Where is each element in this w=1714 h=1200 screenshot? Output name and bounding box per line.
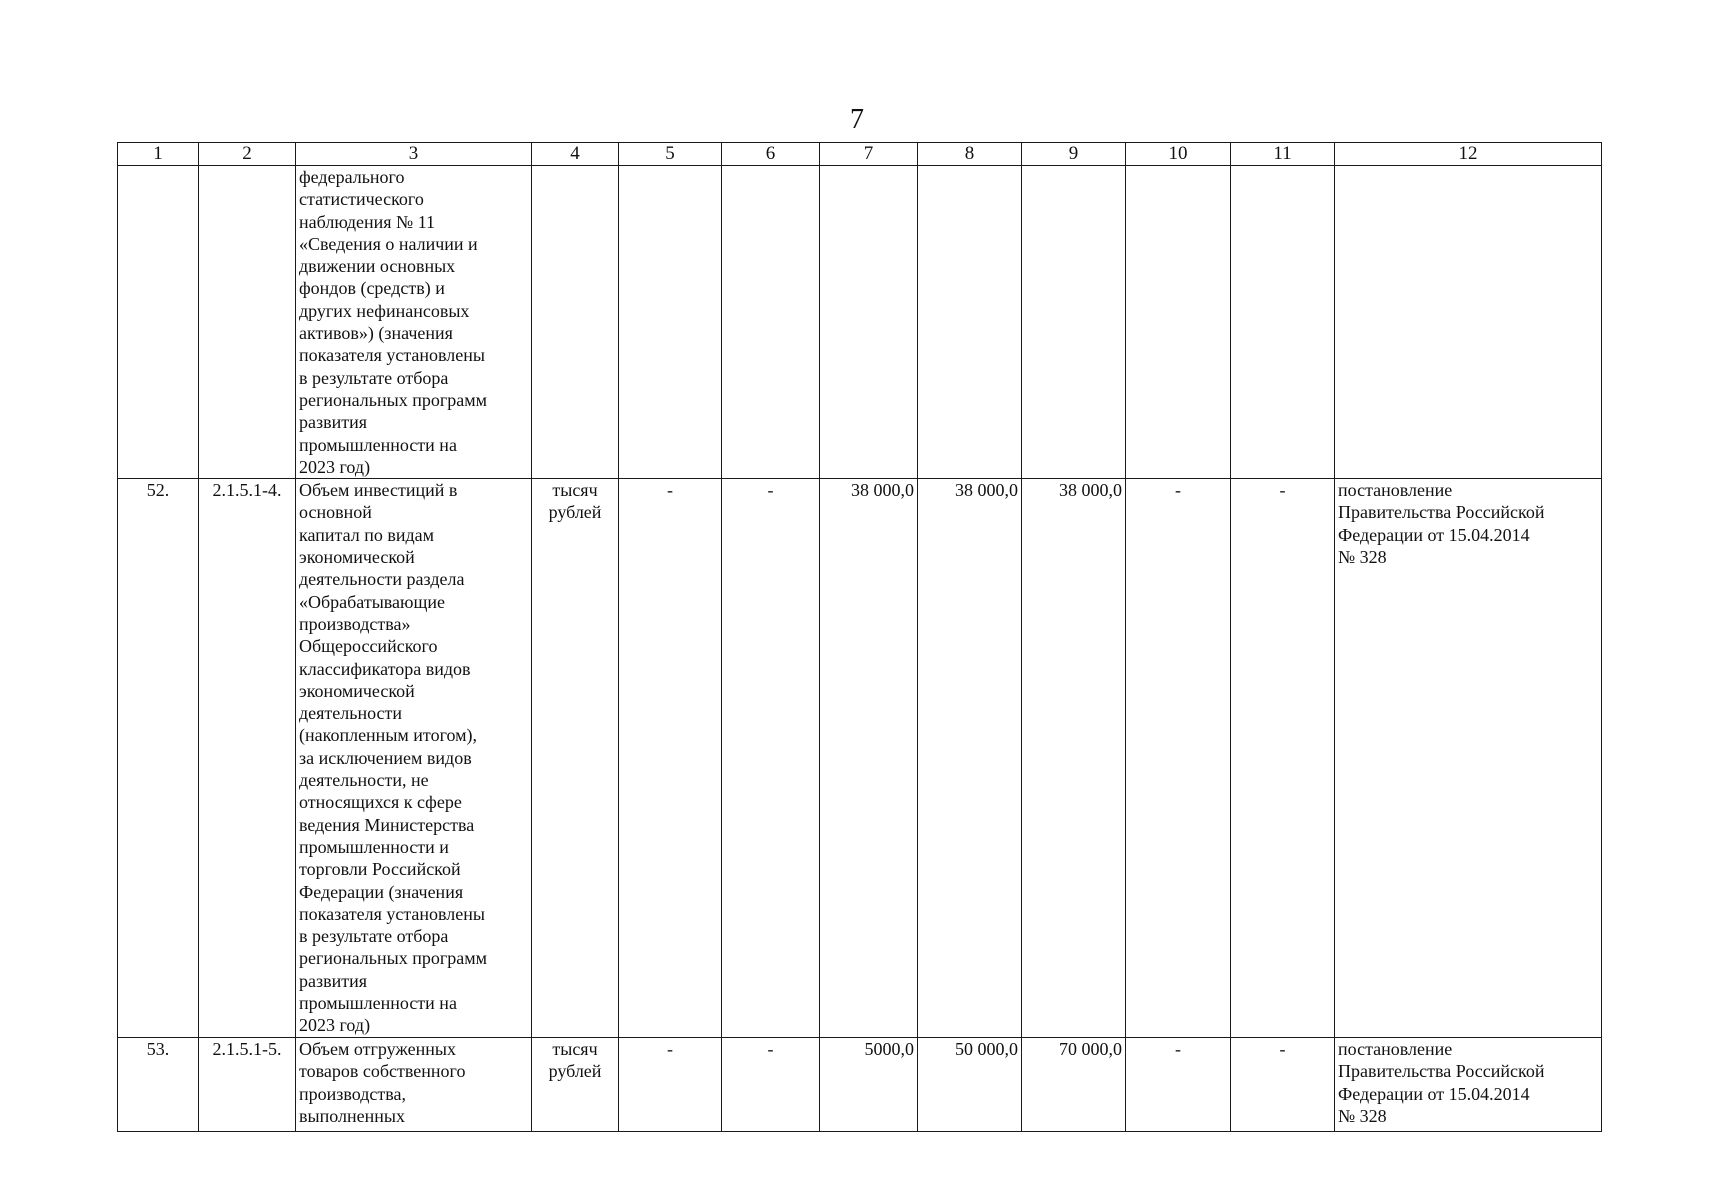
- column-header: 10: [1126, 143, 1231, 166]
- table-row: [118, 1038, 1602, 1132]
- row-number-cell: [118, 166, 199, 479]
- value-cell-5: -: [619, 479, 722, 1038]
- source-document-cell: постановление Правительства Российской Федерации от 15.04.2014 № 328: [1335, 479, 1602, 1038]
- value-cell-11: -: [1231, 479, 1335, 1038]
- value-cell-7: [820, 166, 918, 479]
- source-document-cell: постановление Правительства Российской Федерации от 15.04.2014 № 328: [1335, 1038, 1602, 1132]
- table-row: [118, 479, 1602, 1038]
- value-cell-10: [1126, 166, 1231, 479]
- column-header: 8: [918, 143, 1022, 166]
- indicator-name-cell: федерального статистического наблюдения № 11 «Сведения о наличии и движении основных фондов (средств) и других нефинансовых активов») (значения показателя установлены в результате отбора региональных программ развития промышленности на 2023 год): [296, 166, 532, 479]
- column-header: 9: [1022, 143, 1126, 166]
- value-cell-8: 50 000,0: [918, 1038, 1022, 1132]
- value-cell-6: -: [722, 1038, 820, 1132]
- indicators-table: [117, 142, 1602, 1132]
- row-number-cell: 53.: [118, 1038, 199, 1132]
- page-number: 7: [850, 104, 864, 135]
- value-cell-6: -: [722, 479, 820, 1038]
- table-row: [118, 166, 1602, 479]
- value-cell-7: 38 000,0: [820, 479, 918, 1038]
- indicator-name-cell: Объем отгруженных товаров собственного производства, выполненных: [296, 1038, 532, 1132]
- column-header: 2: [199, 143, 296, 166]
- value-cell-9: 38 000,0: [1022, 479, 1126, 1038]
- indicator-code-cell: [199, 166, 296, 479]
- value-cell-7: 5000,0: [820, 1038, 918, 1132]
- value-cell-9: 70 000,0: [1022, 1038, 1126, 1132]
- column-header: 5: [619, 143, 722, 166]
- indicator-name-cell: Объем инвестиций в основной капитал по видам экономической деятельности раздела «Обрабатывающие производства» Общероссийского классификатора видов экономической деятельности (накопленным итогом), за исключением видов деятельности, не относящихся к сфере ведения Министерства промышленности и торговли Российской Федерации (значения показателя установлены в результате отбора региональных программ развития промышленности на 2023 год): [296, 479, 532, 1038]
- row-number-cell: 52.: [118, 479, 199, 1038]
- source-document-cell: [1335, 166, 1602, 479]
- column-header: 4: [532, 143, 619, 166]
- value-cell-6: [722, 166, 820, 479]
- indicator-code-cell: 2.1.5.1-5.: [199, 1038, 296, 1132]
- column-header: 1: [118, 143, 199, 166]
- value-cell-8: [918, 166, 1022, 479]
- value-cell-10: -: [1126, 479, 1231, 1038]
- column-number-header: [118, 143, 1602, 166]
- indicator-code-cell: 2.1.5.1-4.: [199, 479, 296, 1038]
- value-cell-9: [1022, 166, 1126, 479]
- value-cell-8: 38 000,0: [918, 479, 1022, 1038]
- value-cell-11: -: [1231, 1038, 1335, 1132]
- column-header: 11: [1231, 143, 1335, 166]
- value-cell-5: -: [619, 1038, 722, 1132]
- value-cell-11: [1231, 166, 1335, 479]
- unit-cell: тысяч рублей: [532, 479, 619, 1038]
- value-cell-10: -: [1126, 1038, 1231, 1132]
- unit-cell: [532, 166, 619, 479]
- column-header: 7: [820, 143, 918, 166]
- column-header: 3: [296, 143, 532, 166]
- unit-cell: тысяч рублей: [532, 1038, 619, 1132]
- column-header: 6: [722, 143, 820, 166]
- value-cell-5: [619, 166, 722, 479]
- column-header: 12: [1335, 143, 1602, 166]
